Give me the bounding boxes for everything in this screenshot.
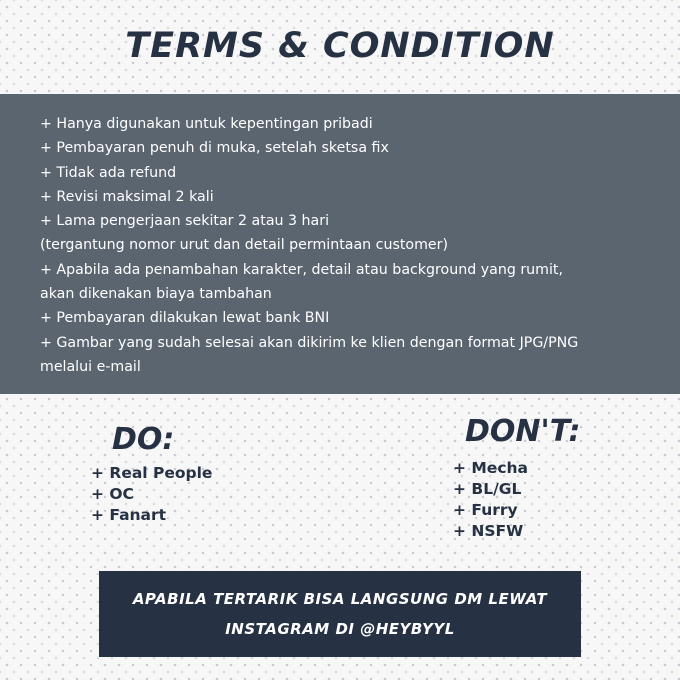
do-list [91, 463, 212, 526]
do-heading: DO: [112, 422, 175, 457]
dont-list-item: + Mecha [453, 459, 529, 477]
dont-list [453, 458, 528, 542]
do-list-item: + OC [91, 485, 134, 503]
do-list-item: + Real People [91, 464, 213, 482]
terms-line: + Apabila ada penambahan karakter, detail atau background yang rumit, [40, 261, 563, 278]
terms-line: + Pembayaran dilakukan lewat bank BNI [40, 310, 330, 327]
terms-line: melalui e-mail [40, 358, 141, 375]
terms-panel [0, 94, 680, 394]
dont-list-item: + NSFW [453, 522, 524, 540]
cta-line: INSTAGRAM DI @HEYBYYL [225, 620, 455, 638]
dont-list-item: + BL/GL [453, 480, 522, 498]
terms-line: + Lama pengerjaan sekitar 2 atau 3 hari [40, 213, 330, 230]
terms-line: + Tidak ada refund [40, 164, 177, 181]
terms-line: + Hanya digunakan untuk kepentingan pribadi [40, 116, 373, 132]
terms-line: + Revisi maksimal 2 kali [40, 188, 214, 205]
cta-banner [99, 571, 581, 657]
page-title: TERMS & CONDITION [125, 26, 555, 66]
dont-heading: DON'T: [465, 414, 581, 449]
dont-list-item: + Furry [453, 501, 518, 519]
terms-line: (tergantung nomor urut dan detail permintaan customer) [40, 237, 449, 254]
terms-line: akan dikenakan biaya tambahan [40, 286, 272, 303]
terms-line: + Gambar yang sudah selesai akan dikirim ke klien dengan format JPG/PNG [40, 334, 579, 351]
cta-line: APABILA TERTARIK BISA LANGSUNG DM LEWAT [132, 590, 548, 608]
do-list-item: + Fanart [91, 506, 167, 524]
terms-line: + Pembayaran penuh di muka, setelah sketsa fix [40, 140, 389, 157]
